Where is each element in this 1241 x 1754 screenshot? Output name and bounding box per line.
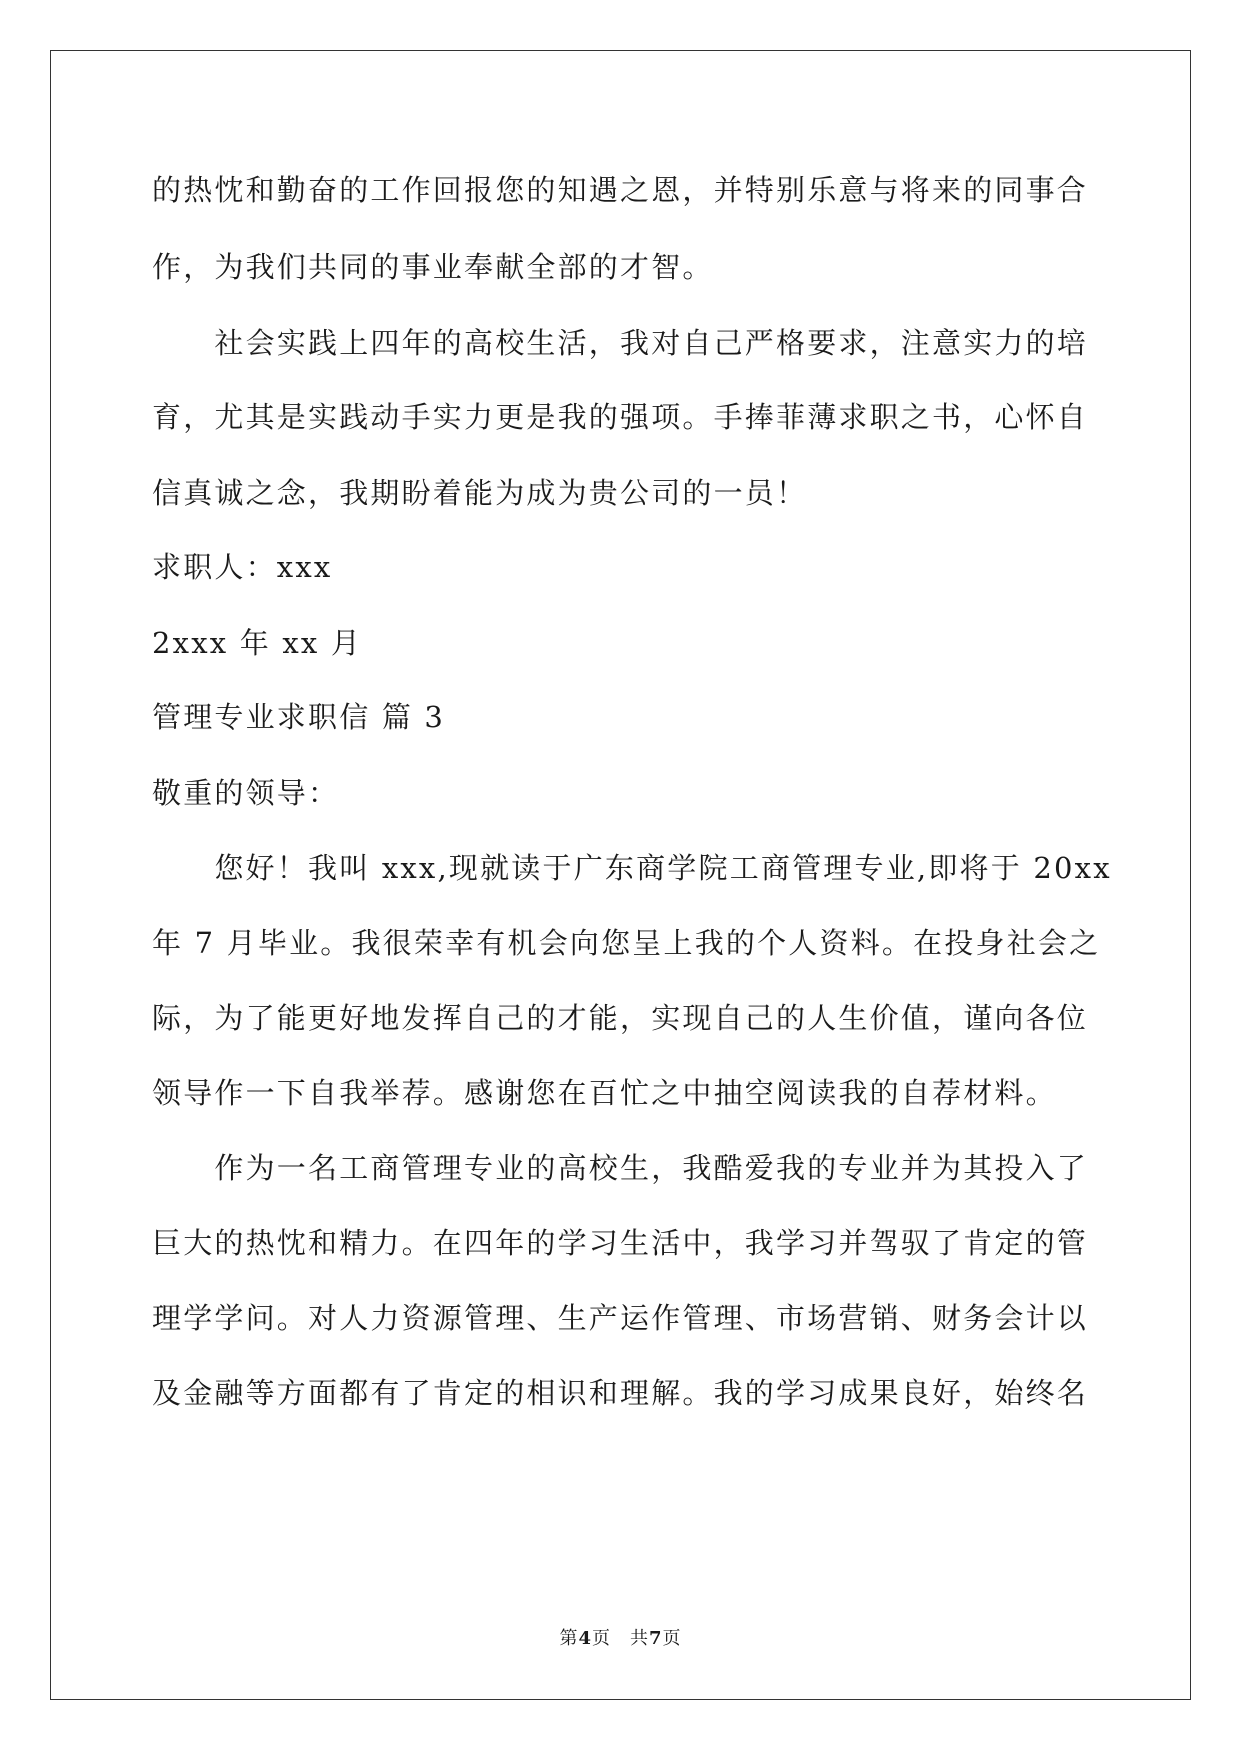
paragraph-line: 社会实践上四年的高校生活，我对自己严格要求，注意实力的培 [152, 326, 1089, 360]
paragraph-line: 理学学问。对人力资源管理、生产运作管理、市场营销、财务会计以 [152, 1301, 1089, 1335]
paragraph-line: 年 7 月毕业。我很荣幸有机会向您呈上我的个人资料。在投身社会之 [152, 926, 1101, 960]
paragraph-line: 领导作一下自我举荐。感谢您在百忙之中抽空阅读我的自荐材料。 [152, 1076, 1057, 1110]
paragraph-line: 作，为我们共同的事业奉献全部的才智。 [152, 250, 714, 284]
paragraph-line: 的热忱和勤奋的工作回报您的知遇之恩，并特别乐意与将来的同事合 [152, 173, 1089, 207]
date-line: 2xxx 年 xx 月 [152, 626, 363, 660]
paragraph-line: 您好！我叫 xxx,现就读于广东商学院工商管理专业,即将于 20xx [152, 851, 1112, 885]
page-number-suffix: 页 [662, 1628, 682, 1649]
page-number-prefix: 第 [559, 1628, 579, 1649]
salutation: 敬重的领导： [152, 776, 340, 810]
paragraph-line: 信真诚之念，我期盼着能为成为贵公司的一员！ [152, 476, 808, 510]
paragraph-line: 作为一名工商管理专业的高校生，我酷爱我的专业并为其投入了 [152, 1151, 1089, 1185]
current-page: 4 [578, 1628, 592, 1649]
signature-line: 求职人：xxx [152, 550, 333, 584]
paragraph-line: 及金融等方面都有了肯定的相识和理解。我的学习成果良好，始终名 [152, 1376, 1089, 1410]
paragraph-line: 巨大的热忱和精力。在四年的学习生活中，我学习并驾驭了肯定的管 [152, 1226, 1089, 1260]
page-number [0, 1624, 1241, 1650]
section-heading: 管理专业求职信 篇 3 [152, 700, 446, 734]
paragraph-line: 育，尤其是实践动手实力更是我的强项。手捧菲薄求职之书，心怀自 [152, 400, 1089, 434]
paragraph-line: 际，为了能更好地发挥自己的才能，实现自己的人生价值，谨向各位 [152, 1001, 1089, 1035]
page-number-mid: 页 共 [592, 1628, 649, 1649]
total-pages: 7 [649, 1628, 663, 1649]
